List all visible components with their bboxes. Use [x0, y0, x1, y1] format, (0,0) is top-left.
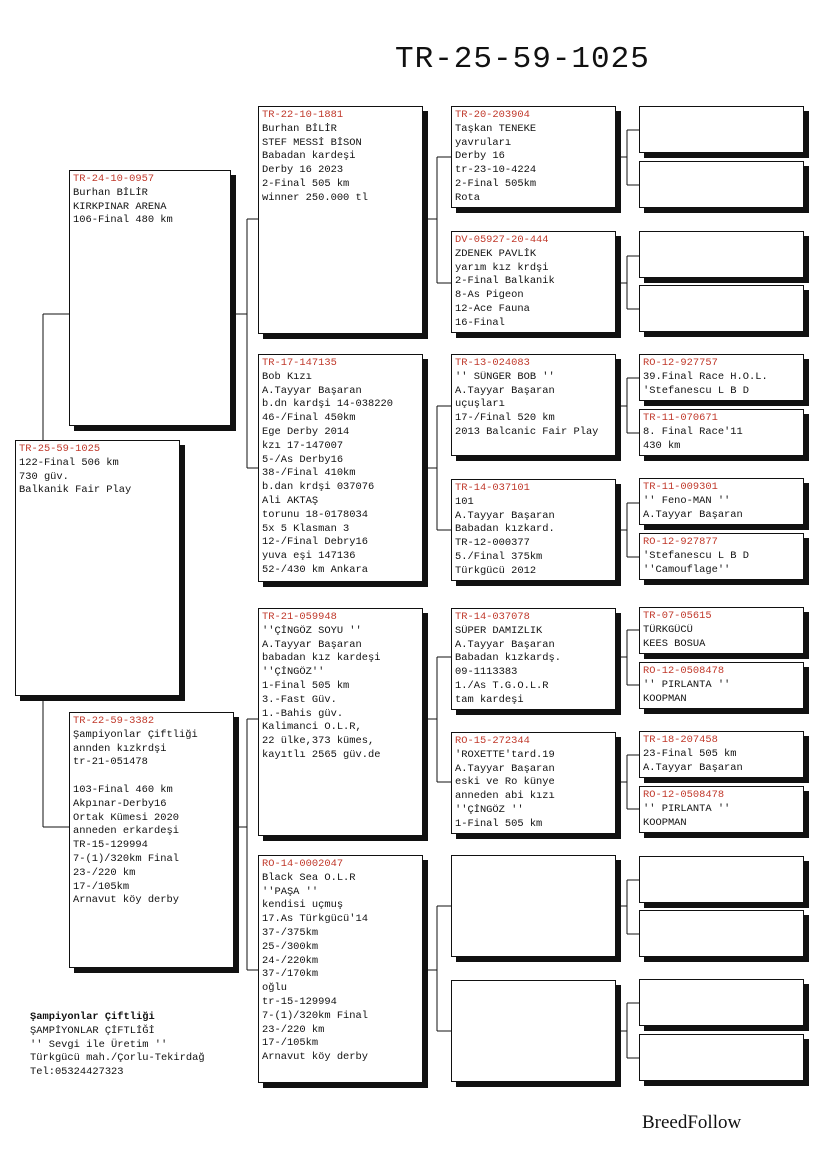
- detail-line: 39.Final Race H.O.L.: [643, 370, 768, 383]
- detail-line: A.Tayyar Başaran: [455, 638, 555, 651]
- ring-number: RO-12-0508478: [643, 665, 725, 677]
- detail-line: ''Camouflage'': [643, 563, 731, 576]
- detail-line: kendisi uçmuş: [262, 899, 344, 912]
- farm-name-upper: ŞAMPİYONLAR ÇİFTLİĞİ: [30, 1024, 155, 1037]
- detail-line: 122-Final 506 km: [19, 456, 119, 469]
- dam-card[interactable]: [69, 712, 234, 968]
- ancestor-card-g5-9[interactable]: [639, 607, 804, 654]
- ancestor-card-g5-3-empty[interactable]: [639, 231, 804, 278]
- detail-line: 24-/220km: [262, 954, 319, 967]
- detail-line: 'Stefanescu L B D: [643, 384, 750, 397]
- ancestor-card-g5-2-empty[interactable]: [639, 161, 804, 208]
- detail-line: Ege Derby 2014: [262, 425, 350, 438]
- detail-line: 09-1113383: [455, 666, 518, 679]
- detail-line: Derby 16 2023: [262, 164, 344, 177]
- detail-line: '' PIRLANTA '': [643, 802, 731, 815]
- detail-line: Ali AKTAŞ: [262, 494, 319, 507]
- detail-line: 'ROXETTE'tard.19: [455, 748, 555, 761]
- detail-line: 23-/220 km: [262, 1023, 325, 1036]
- detail-line: 101: [455, 495, 474, 508]
- detail-line: 5-/As Derby16: [262, 453, 344, 466]
- subject-pigeon-card[interactable]: [15, 440, 180, 696]
- detail-line: Babadan kızkardş.: [455, 652, 562, 665]
- sire-card[interactable]: [69, 170, 231, 426]
- detail-line: 1-Final 505 km: [455, 817, 543, 830]
- detail-line: 2013 Balcanic Fair Play: [455, 425, 599, 438]
- detail-line: A.Tayyar Başaran: [643, 508, 743, 521]
- detail-line: KEES BOSUA: [643, 637, 706, 650]
- detail-line: 2-Final 505km: [455, 177, 537, 190]
- detail-line: A.Tayyar Başaran: [643, 761, 743, 774]
- detail-line: A.Tayyar Başaran: [455, 384, 555, 397]
- ancestor-card-g5-4-empty[interactable]: [639, 285, 804, 332]
- ancestor-card-g4-3[interactable]: [451, 354, 616, 456]
- detail-line: Balkanik Fair Play: [19, 484, 132, 497]
- ring-number: TR-17-147135: [262, 357, 337, 369]
- detail-line: ''ÇİNGÖZ SOYU '': [262, 624, 362, 637]
- detail-line: yuva eşi 147136: [262, 550, 356, 563]
- ancestor-card-g5-11[interactable]: [639, 731, 804, 778]
- detail-line: eski ve Ro künye: [455, 776, 555, 789]
- detail-line: 16-Final: [455, 316, 505, 329]
- detail-line: 3.-Fast Güv.: [262, 693, 337, 706]
- ring-number: TR-11-070671: [643, 412, 718, 424]
- ancestor-card-g5-12[interactable]: [639, 786, 804, 833]
- ring-number: TR-21-059948: [262, 611, 337, 623]
- detail-line: Türkgücü 2012: [455, 564, 537, 577]
- detail-line: TR-12-000377: [455, 537, 530, 550]
- ancestor-card-g4-6[interactable]: [451, 732, 616, 834]
- detail-line: yavruları: [455, 136, 512, 149]
- farm-name: Şampiyonlar Çiftliği: [30, 1011, 155, 1023]
- ancestor-card-g5-10[interactable]: [639, 662, 804, 709]
- detail-line: '' PIRLANTA '': [643, 678, 731, 691]
- ring-number: TR-13-024083: [455, 357, 530, 369]
- ring-number: RO-15-272344: [455, 735, 530, 747]
- detail-line: 103-Final 460 km: [73, 783, 173, 796]
- farm-motto: '' Sevgi ile Üretim '': [30, 1038, 168, 1051]
- ancestor-card-g5-5[interactable]: [639, 354, 804, 401]
- detail-line: A.Tayyar Başaran: [455, 762, 555, 775]
- detail-line: 22 ülke,373 kümes,: [262, 735, 375, 748]
- detail-line: Burhan BİLİR: [262, 122, 337, 135]
- detail-line: ZDENEK PAVLİK: [455, 247, 537, 260]
- detail-line: tr-23-10-4224: [455, 164, 537, 177]
- detail-line: 37-/375km: [262, 926, 319, 939]
- brand-logo-text: BreedFollow: [642, 1112, 742, 1133]
- detail-line: tam kardeşi: [455, 693, 524, 706]
- detail-line: ''PAŞA '': [262, 885, 319, 898]
- detail-line: Arnavut köy derby: [73, 894, 180, 907]
- detail-line: Rota: [455, 191, 480, 204]
- detail-line: tr-21-051478: [73, 756, 148, 769]
- detail-line: 17.As Türkgücü'14: [262, 913, 369, 926]
- ancestor-card-g4-1[interactable]: [451, 106, 616, 208]
- detail-line: uçuşları: [455, 398, 505, 411]
- sire-of-sire-card[interactable]: [258, 106, 423, 334]
- ring-number: TR-14-037101: [455, 482, 530, 494]
- detail-line: 38-/Final 410km: [262, 467, 356, 480]
- detail-line: 7-(1)/320km Final: [73, 852, 180, 865]
- detail-line: Bob Kızı: [262, 370, 312, 383]
- detail-line: Babadan kardeşi: [262, 150, 356, 163]
- detail-line: STEF MESSİ BİSON: [262, 136, 362, 149]
- ring-number: RO-12-927757: [643, 357, 718, 369]
- detail-line: 2-Final Balkanik: [455, 275, 555, 288]
- detail-line: kayıtlı 2565 güv.de: [262, 748, 381, 761]
- ring-number: DV-05927-20-444: [455, 234, 549, 246]
- detail-line: SÜPER DAMIZLIK: [455, 624, 543, 637]
- detail-line: 1./As T.G.O.L.R: [455, 679, 549, 692]
- detail-line: A.Tayyar Başaran: [455, 509, 555, 522]
- detail-line: Şampiyonlar Çiftliği: [73, 728, 198, 741]
- dam-of-dam-card[interactable]: [258, 855, 423, 1083]
- detail-line: Burhan BİLİR: [73, 186, 148, 199]
- detail-line: tr-15-129994: [262, 995, 337, 1008]
- detail-line: Arnavut köy derby: [262, 1051, 369, 1064]
- detail-line: Ortak Kümesi 2020: [73, 811, 180, 824]
- detail-line: 52-/430 km Ankara: [262, 563, 369, 576]
- detail-line: 106-Final 480 km: [73, 214, 173, 227]
- detail-line: 17-/105km: [262, 1037, 319, 1050]
- detail-line: torunu 18-0178034: [262, 508, 369, 521]
- detail-line: KOOPMAN: [643, 816, 687, 829]
- detail-line: TR-15-129994: [73, 839, 148, 852]
- detail-line: oğlu: [262, 982, 287, 995]
- detail-line: ''ÇİNGÖZ'': [262, 666, 325, 679]
- detail-line: 17-/105km: [73, 880, 130, 893]
- detail-line: 730 güv.: [19, 470, 69, 483]
- detail-line: Derby 16: [455, 150, 505, 163]
- detail-line: anneden erkardeşi: [73, 825, 180, 838]
- detail-line: [73, 770, 230, 784]
- detail-line: 23-/220 km: [73, 866, 136, 879]
- detail-line: 7-(1)/320km Final: [262, 1009, 369, 1022]
- detail-line: 25-/300km: [262, 940, 319, 953]
- ancestor-card-g5-8[interactable]: [639, 533, 804, 580]
- ancestor-card-g4-8-empty[interactable]: [451, 980, 616, 1082]
- detail-line: babadan kız kardeşi: [262, 652, 381, 665]
- ring-number: TR-07-05615: [643, 610, 712, 622]
- detail-line: 430 km: [643, 439, 681, 452]
- detail-line: 17-/Final 520 km: [455, 412, 555, 425]
- detail-line: annden kızkrdşi: [73, 742, 167, 755]
- ring-number: TR-22-59-3382: [73, 715, 155, 727]
- sire-of-dam-card[interactable]: [258, 608, 423, 836]
- farm-info: [30, 1011, 205, 1080]
- detail-line: b.dan krdşi 037076: [262, 481, 375, 494]
- farm-phone: Tel:05324427323: [30, 1066, 124, 1079]
- detail-line: '' SÜNGER BOB '': [455, 370, 555, 383]
- ring-number: TR-18-207458: [643, 734, 718, 746]
- detail-line: TÜRKGÜCÜ: [643, 623, 693, 636]
- detail-line: anneden abi kızı: [455, 790, 555, 803]
- ancestor-card-g4-7-empty[interactable]: [451, 855, 616, 957]
- ancestor-card-g5-15-empty[interactable]: [639, 979, 804, 1026]
- detail-line: '' Feno-MAN '': [643, 494, 731, 507]
- detail-line: 37-/170km: [262, 968, 319, 981]
- ancestor-card-g5-7[interactable]: [639, 478, 804, 525]
- ancestor-card-g4-2[interactable]: [451, 231, 616, 333]
- detail-line: 8. Final Race'11: [643, 425, 743, 438]
- ancestor-card-g5-16-empty[interactable]: [639, 1034, 804, 1081]
- ring-number: RO-12-0508478: [643, 789, 725, 801]
- detail-line: Taşkan TENEKE: [455, 122, 537, 135]
- detail-line: 5./Final 375km: [455, 550, 543, 563]
- ring-number: RO-12-927877: [643, 536, 718, 548]
- ring-number: TR-20-203904: [455, 109, 530, 121]
- ancestor-card-g4-5[interactable]: [451, 608, 616, 710]
- ancestor-card-g5-6[interactable]: [639, 409, 804, 456]
- ancestor-card-g4-4[interactable]: [451, 479, 616, 581]
- detail-line: winner 250.000 tl: [262, 191, 369, 204]
- detail-line: KOOPMAN: [643, 692, 687, 705]
- ancestor-card-g5-13-empty[interactable]: [639, 856, 804, 903]
- detail-line: 12-/Final Debry16: [262, 536, 369, 549]
- ring-number: TR-22-10-1881: [262, 109, 344, 121]
- detail-line: 1.-Bahis güv.: [262, 707, 344, 720]
- farm-address: Türkgücü mah./Çorlu-Tekirdağ: [30, 1052, 205, 1065]
- detail-line: 23-Final 505 km: [643, 747, 737, 760]
- ancestor-card-g5-1-empty[interactable]: [639, 106, 804, 153]
- ring-number: TR-11-009301: [643, 481, 718, 493]
- ring-number: RO-14-0002047: [262, 858, 344, 870]
- detail-line: 'Stefanescu L B D: [643, 549, 750, 562]
- detail-line: yarım kız krdşi: [455, 261, 549, 274]
- ring-number: TR-25-59-1025: [19, 443, 101, 455]
- detail-line: Akpınar-Derby16: [73, 797, 167, 810]
- dam-of-sire-card[interactable]: [258, 354, 423, 582]
- detail-line: Babadan kızkard.: [455, 523, 555, 536]
- detail-line: 46-/Final 450km: [262, 412, 356, 425]
- detail-line: Black Sea O.L.R: [262, 871, 356, 884]
- detail-line: 12-Ace Fauna: [455, 302, 530, 315]
- detail-line: 1-Final 505 km: [262, 679, 350, 692]
- detail-line: ''ÇİNGÖZ '': [455, 803, 524, 816]
- detail-line: b.dn kardşi 14-038220: [262, 398, 393, 411]
- detail-line: Kalimanci O.L.R,: [262, 721, 362, 734]
- ring-number: TR-14-037078: [455, 611, 530, 623]
- detail-line: A.Tayyar Başaran: [262, 384, 362, 397]
- detail-line: kzı 17-147007: [262, 439, 344, 452]
- page-title: TR-25-59-1025: [395, 42, 650, 77]
- detail-line: A.Tayyar Başaran: [262, 638, 362, 651]
- detail-line: 5x 5 Klasman 3: [262, 522, 350, 535]
- detail-line: 2-Final 505 km: [262, 177, 350, 190]
- ancestor-card-g5-14-empty[interactable]: [639, 910, 804, 957]
- ring-number: TR-24-10-0957: [73, 173, 155, 185]
- detail-line: 8-As Pigeon: [455, 289, 524, 302]
- detail-line: KIRKPINAR ARENA: [73, 200, 167, 213]
